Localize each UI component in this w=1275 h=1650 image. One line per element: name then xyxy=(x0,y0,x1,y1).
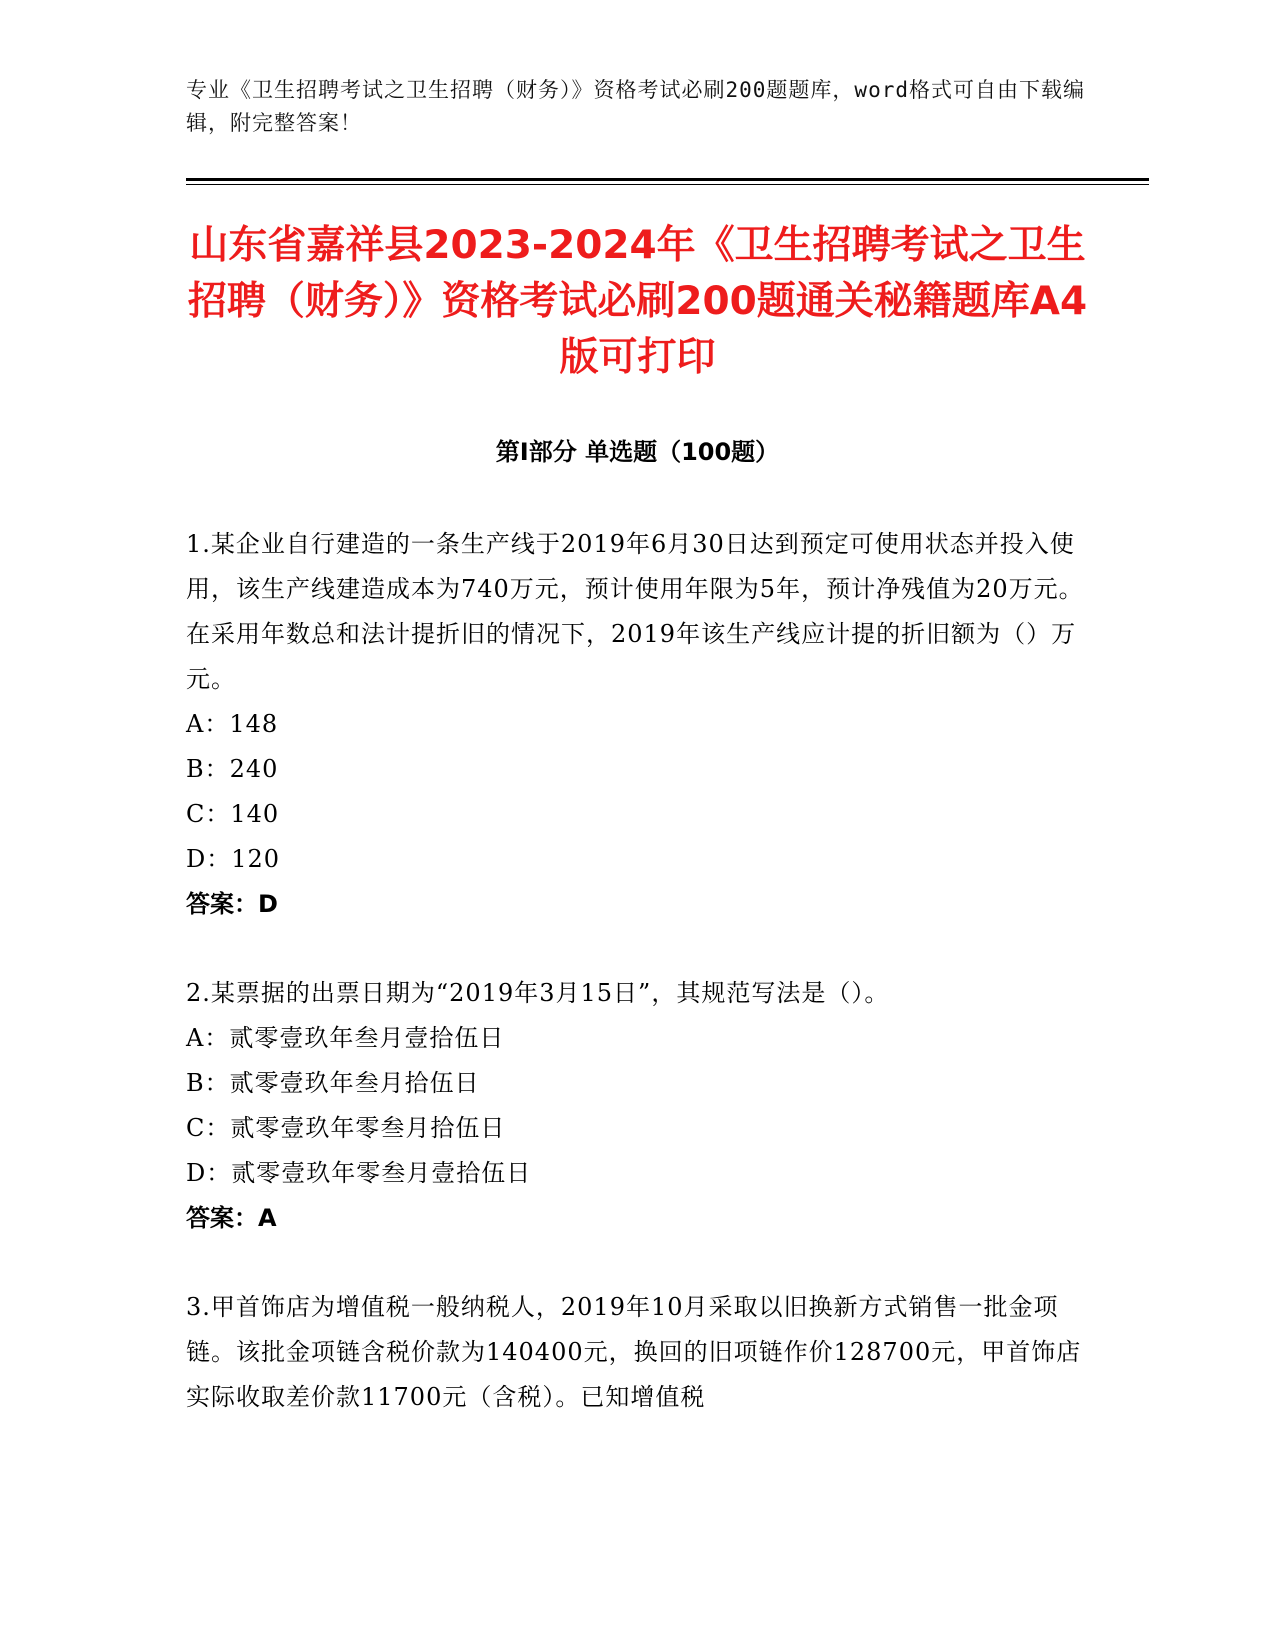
spacer xyxy=(186,1241,1086,1285)
option-a: A：贰零壹玖年叁月壹拾伍日 xyxy=(186,1024,505,1052)
question-list xyxy=(186,522,1086,1420)
option-a: A：148 xyxy=(186,710,279,738)
document-title: 山东省嘉祥县2023-2024年《卫生招聘考试之卫生招聘（财务）》资格考试必刷200题通关秘籍题库A4版可打印 xyxy=(187,223,1088,380)
question-1 xyxy=(186,522,1086,927)
question-text: 1.某企业自行建造的一条生产线于2019年6月30日达到预定可使用状态并投入使用，该生产线建造成本为740万元，预计使用年限为5年，预计净残值为20万元。在采用年数总和法计提折旧的情况下，2019年该生产线应计提的折旧额为（）万元。 xyxy=(186,530,1084,693)
option-c: C：140 xyxy=(186,800,280,828)
header-divider-thin xyxy=(186,184,1149,185)
option-b: B：贰零壹玖年叁月拾伍日 xyxy=(186,1069,480,1097)
spacer xyxy=(186,927,1086,971)
question-3 xyxy=(186,1285,1086,1420)
option-d: D：120 xyxy=(186,845,281,873)
header-note: 专业《卫生招聘考试之卫生招聘（财务）》资格考试必刷200题题库，word格式可自由下载编辑，附完整答案！ xyxy=(186,78,1085,135)
option-c: C：贰零壹玖年零叁月拾伍日 xyxy=(186,1114,506,1142)
option-b: B：240 xyxy=(186,755,279,783)
question-text: 2.某票据的出票日期为“2019年3月15日”，其规范写法是（）。 xyxy=(186,979,890,1007)
option-d: D：贰零壹玖年零叁月壹拾伍日 xyxy=(186,1159,532,1187)
header-divider-thick xyxy=(186,178,1149,181)
question-2 xyxy=(186,971,1086,1241)
answer: 答案：D xyxy=(186,890,278,918)
question-text: 3.甲首饰店为增值税一般纳税人，2019年10月采取以旧换新方式销售一批金项链。该批金项链含税价款为140400元，换回的旧项链作价128700元，甲首饰店实际收取差价款11700元（含税）。已知增值税 xyxy=(186,1293,1082,1411)
answer: 答案：A xyxy=(186,1204,277,1232)
section-title: 第Ⅰ部分 单选题（100题） xyxy=(495,438,780,466)
